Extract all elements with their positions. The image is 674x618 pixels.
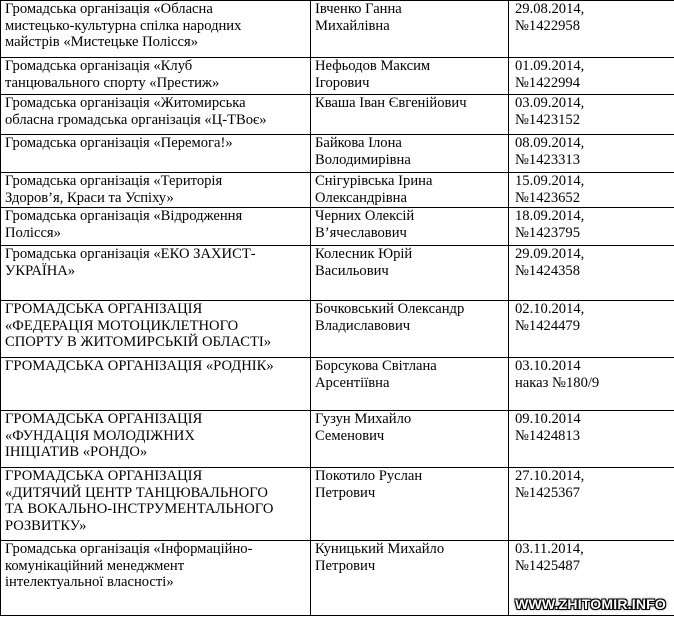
registration-cell: 29.08.2014, №1422958 xyxy=(509,1,674,58)
head-person-cell: Івченко Ганна Михайлівна xyxy=(311,1,509,58)
head-person-cell: Байкова Ілона Володимирівна xyxy=(311,135,509,173)
registration-cell: 03.10.2014 наказ №180/9 xyxy=(509,358,674,411)
registration-cell: 09.10.2014 №1424813 xyxy=(509,411,674,468)
org-name-cell: Громадська організація «Клуб танцювального спорту «Престиж» xyxy=(1,58,311,95)
org-name-cell: Громадська організація «Обласна мистецько-культурна спілка народних майстрів «Мистецьке Полісся» xyxy=(1,1,311,58)
head-person-cell: Борсукова Світлана Арсентіївна xyxy=(311,358,509,411)
registration-cell: 08.09.2014, №1423313 xyxy=(509,135,674,173)
table-row xyxy=(1,58,674,95)
head-person-cell: Черних Олексій В’ячеславович xyxy=(311,208,509,246)
table-row xyxy=(1,1,674,58)
table-row xyxy=(1,246,674,301)
table-row xyxy=(1,411,674,468)
registration-cell: 15.09.2014, №1423652 xyxy=(509,173,674,208)
site-watermark: WWW.ZHITOMIR.INFO xyxy=(515,596,666,612)
org-name-cell: ГРОМАДСЬКА ОРГАНІЗАЦІЯ «ФУНДАЦІЯ МОЛОДІЖНИХ ІНІЦІАТИВ «РОНДО» xyxy=(1,411,311,468)
org-name-cell: Громадська організація «Інформаційно- комунікаційний менеджмент інтелектуальної власності» xyxy=(1,541,311,616)
org-name-cell: Громадська організація «Перемога!» xyxy=(1,135,311,173)
org-name-cell: ГРОМАДСЬКА ОРГАНІЗАЦІЯ «РОДНІК» xyxy=(1,358,311,411)
registration-cell: 02.10.2014, №1424479 xyxy=(509,301,674,358)
head-person-cell: Колесник Юрій Васильович xyxy=(311,246,509,301)
table-row xyxy=(1,173,674,208)
head-person-cell: Нефьодов Максим Ігорович xyxy=(311,58,509,95)
table-row xyxy=(1,208,674,246)
org-name-cell: Громадська організація «Територія Здоров’я, Краси та Успіху» xyxy=(1,173,311,208)
head-person-cell: Куницький Михайло Петрович xyxy=(311,541,509,616)
table-row xyxy=(1,468,674,541)
registration-cell: 27.10.2014, №1425367 xyxy=(509,468,674,541)
org-name-cell: ГРОМАДСЬКА ОРГАНІЗАЦІЯ «ДИТЯЧИЙ ЦЕНТР ТАНЦЮВАЛЬНОГО ТА ВОКАЛЬНО-ІНСТРУМЕНТАЛЬНОГО РОЗВИТКУ» xyxy=(1,468,311,541)
head-person-cell: Бочковський Олександр Владиславович xyxy=(311,301,509,358)
org-name-cell: Громадська організація «Житомирська обласна громадська організація «Ц-ТВоє» xyxy=(1,95,311,135)
org-name-cell: Громадська організація «Відродження Полісся» xyxy=(1,208,311,246)
head-person-cell: Снігурівська Ірина Олександрівна xyxy=(311,173,509,208)
registration-cell: 01.09.2014, №1422994 xyxy=(509,58,674,95)
registration-cell: 29.09.2014, №1424358 xyxy=(509,246,674,301)
table-row xyxy=(1,95,674,135)
head-person-cell: Кваша Іван Євгенійович xyxy=(311,95,509,135)
registration-cell: 03.09.2014, №1423152 xyxy=(509,95,674,135)
head-person-cell: Покотило Руслан Петрович xyxy=(311,468,509,541)
registration-cell: 03.11.2014, №1425487 xyxy=(509,541,674,616)
table-row xyxy=(1,301,674,358)
table-row xyxy=(1,358,674,411)
table-row xyxy=(1,135,674,173)
head-person-cell: Гузун Михайло Семенович xyxy=(311,411,509,468)
org-name-cell: Громадська організація «ЕКО ЗАХИСТ- УКРАЇНА» xyxy=(1,246,311,301)
org-name-cell: ГРОМАДСЬКА ОРГАНІЗАЦІЯ «ФЕДЕРАЦІЯ МОТОЦИКЛЕТНОГО СПОРТУ В ЖИТОМИРСЬКІЙ ОБЛАСТІ» xyxy=(1,301,311,358)
registration-cell: 18.09.2014, №1423795 xyxy=(509,208,674,246)
